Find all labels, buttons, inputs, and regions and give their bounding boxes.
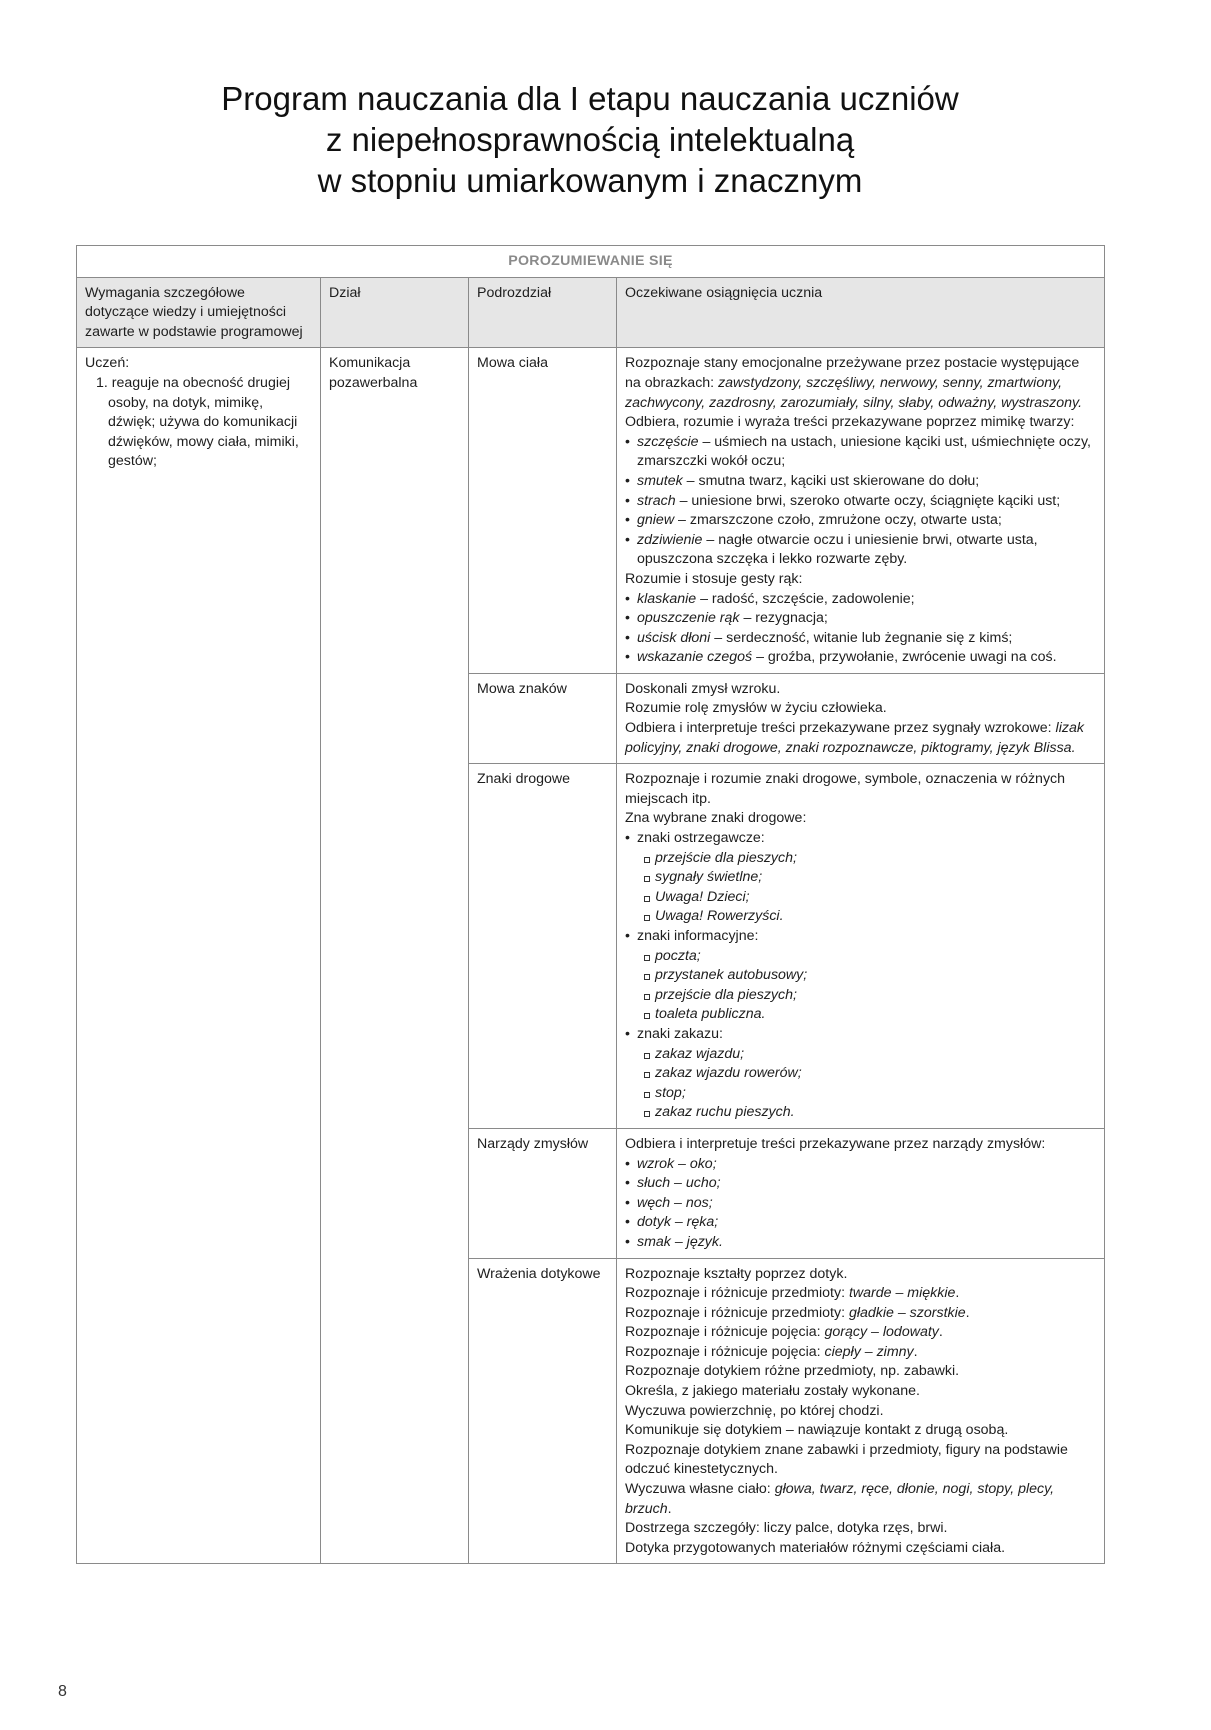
sub-list-item: przejście dla pieszych; xyxy=(625,986,1096,1006)
list-item: • uścisk dłoni – serdeczność, witanie lub żegnanie się z kimś; xyxy=(625,629,1096,649)
list-item: • klaskanie – radość, szczęście, zadowolenie; xyxy=(625,590,1096,610)
header-podrozdzial: Podrozdział xyxy=(469,277,617,348)
signals-list: lizak policyjny, znaki drogowe, znaki rozpoznawcze, piktogramy, język Blissa. xyxy=(625,720,1084,756)
list-item: • znaki zakazu: xyxy=(625,1025,1096,1045)
list-item: • znaki ostrzegawcze: xyxy=(625,829,1096,849)
dzial-cell: Komunikacja pozawerbalna xyxy=(321,348,469,1564)
requirements-cell xyxy=(77,348,321,1564)
title-line-3: w stopniu umiarkowanym i znacznym xyxy=(317,162,863,199)
subsection-wrazenia-dotykowe: Wrażenia dotykowe xyxy=(469,1258,617,1564)
sub-list-item: zakaz ruchu pieszych. xyxy=(625,1103,1096,1123)
list-item: dotyk – ręka; xyxy=(637,1214,719,1231)
text: Dotyka przygotowanych materiałów różnymi częściami ciała. xyxy=(625,1539,1006,1556)
text: Zna wybrane znaki drogowe: xyxy=(625,810,807,827)
text: Rozumie rolę zmysłów w życiu człowieka. xyxy=(625,700,887,717)
text: Odbiera i interpretuje treści przekazywane przez narządy zmysłów: xyxy=(625,1135,1046,1152)
list-item: • znaki informacyjne: xyxy=(625,927,1096,947)
section-title: POROZUMIEWANIE SIĘ xyxy=(77,246,1105,278)
text: Dostrzega szczegóły: liczy palce, dotyka rzęs, brwi. xyxy=(625,1520,948,1537)
subsection-mowa-ciala: Mowa ciała xyxy=(469,348,617,674)
sub-list-item: zakaz wjazdu; xyxy=(625,1045,1096,1065)
list-item: • opuszczenie rąk – rezygnacja; xyxy=(625,609,1096,629)
achievements-wrazenia-dotykowe xyxy=(617,1258,1105,1564)
text: Rozpoznaje kształty poprzez dotyk. xyxy=(625,1265,848,1282)
text: Rozpoznaje i różnicuje pojęcia: ciepły – zimny. xyxy=(625,1343,918,1360)
list-item: wzrok – oko; xyxy=(637,1155,717,1172)
achievements-znaki-drogowe xyxy=(617,764,1105,1129)
sub-list-item: Uwaga! Rowerzyści. xyxy=(625,907,1096,927)
subsection-znaki-drogowe: Znaki drogowe xyxy=(469,764,617,1129)
sub-list-item: poczta; xyxy=(625,947,1096,967)
title-line-2: z niepełnosprawnością intelektualną xyxy=(325,121,855,158)
text: Rozpoznaje i różnicuje pojęcia: gorący – lodowaty. xyxy=(625,1324,943,1341)
header-dzial: Dział xyxy=(321,277,469,348)
student-label: Uczeń: xyxy=(85,355,130,372)
requirement-item: 1. reaguje na obecność drugiej osoby, na dotyk, mimikę, dźwięk; używa do komunikacji dźwięków, mowy ciała, mimiki, gestów; xyxy=(96,374,299,470)
list-item: • smutek – smutna twarz, kąciki ust skierowane do dołu; xyxy=(625,472,1096,492)
header-requirements: Wymagania szczegółowe dotyczące wiedzy i umiejętności zawarte w podstawie programowej xyxy=(77,277,321,348)
list-item: • wskazanie czegoś – groźba, przywołanie, zwrócenie uwagi na coś. xyxy=(625,648,1096,668)
list-item: • gniew – zmarszczone czoło, zmrużone oczy, otwarte usta; xyxy=(625,511,1096,531)
text: Rozumie i stosuje gesty rąk: xyxy=(625,570,803,587)
text: Wyczuwa powierzchnię, po której chodzi. xyxy=(625,1402,884,1419)
achievements-mowa-znakow xyxy=(617,673,1105,763)
text: Rozpoznaje i rozumie znaki drogowe, symbole, oznaczenia w różnych miejscach itp. xyxy=(625,771,1066,807)
text: Rozpoznaje i różnicuje przedmioty: gładkie – szorstkie. xyxy=(625,1304,970,1321)
sub-list-item: przystanek autobusowy; xyxy=(625,966,1096,986)
document-title xyxy=(0,78,1180,201)
curriculum-table xyxy=(76,245,1105,1564)
text: Wyczuwa własne ciało: głowa, twarz, ręce, dłonie, nogi, stopy, plecy, brzuch. xyxy=(625,1481,1055,1517)
list-item: • strach – uniesione brwi, szeroko otwarte oczy, ściągnięte kąciki ust; xyxy=(625,492,1096,512)
sub-list-item: przejście dla pieszych; xyxy=(625,849,1096,869)
text: Doskonali zmysł wzroku. xyxy=(625,680,781,697)
sub-list-item: toaleta publiczna. xyxy=(625,1005,1096,1025)
text: Komunikuje się dotykiem – nawiązuje kontakt z drugą osobą. xyxy=(625,1422,1009,1439)
header-achievements: Oczekiwane osiągnięcia ucznia xyxy=(617,277,1105,348)
subsection-mowa-znakow: Mowa znaków xyxy=(469,673,617,763)
emotions-list: zawstydzony, szczęśliwy, nerwowy, senny, zmartwiony, zachwycony, zazdrosny, zarozumiały, silny, słaby, odważny, wystraszony. xyxy=(625,374,1083,411)
text: Rozpoznaje i różnicuje przedmioty: twarde – miękkie. xyxy=(625,1285,960,1302)
sub-list-item: sygnały świetlne; xyxy=(625,868,1096,888)
text: Określa, z jakiego materiału zostały wykonane. xyxy=(625,1383,920,1400)
text: Odbiera, rozumie i wyraża treści przekazywane poprzez mimikę twarzy: xyxy=(625,414,1075,431)
list-item: • zdziwienie – nagłe otwarcie oczu i uniesienie brwi, otwarte usta, opuszczona szczęka i lekko rozwarte zęby. xyxy=(625,531,1096,570)
text: Rozpoznaje dotykiem znane zabawki i przedmioty, figury na podstawie odczuć kinestetycznych. xyxy=(625,1441,1068,1478)
page-number: 8 xyxy=(58,1683,67,1700)
achievements-narzady-zmyslow xyxy=(617,1128,1105,1258)
text: Rozpoznaje dotykiem różne przedmioty, np. zabawki. xyxy=(625,1363,960,1380)
list-item: słuch – ucho; xyxy=(637,1175,721,1192)
list-item: węch – nos; xyxy=(637,1194,713,1211)
table-row xyxy=(77,348,1105,674)
subsection-narzady-zmyslow: Narządy zmysłów xyxy=(469,1128,617,1258)
sub-list-item: stop; xyxy=(625,1084,1096,1104)
text: Rozpoznaje stany emocjonalne przeżywane przez postacie występujące na obrazkach: xyxy=(625,355,1080,391)
list-item: smak – język. xyxy=(637,1233,723,1250)
sub-list-item: Uwaga! Dzieci; xyxy=(625,888,1096,908)
title-line-1: Program nauczania dla I etapu nauczania uczniów xyxy=(221,80,959,117)
list-item: • szczęście – uśmiech na ustach, uniesione kąciki ust, uśmiechnięte oczy, zmarszczki wokół oczu; xyxy=(625,433,1096,472)
achievements-mowa-ciala xyxy=(617,348,1105,674)
text: Odbiera i interpretuje treści przekazywane przez sygnały wzrokowe: xyxy=(625,720,1056,737)
sub-list-item: zakaz wjazdu rowerów; xyxy=(625,1064,1096,1084)
